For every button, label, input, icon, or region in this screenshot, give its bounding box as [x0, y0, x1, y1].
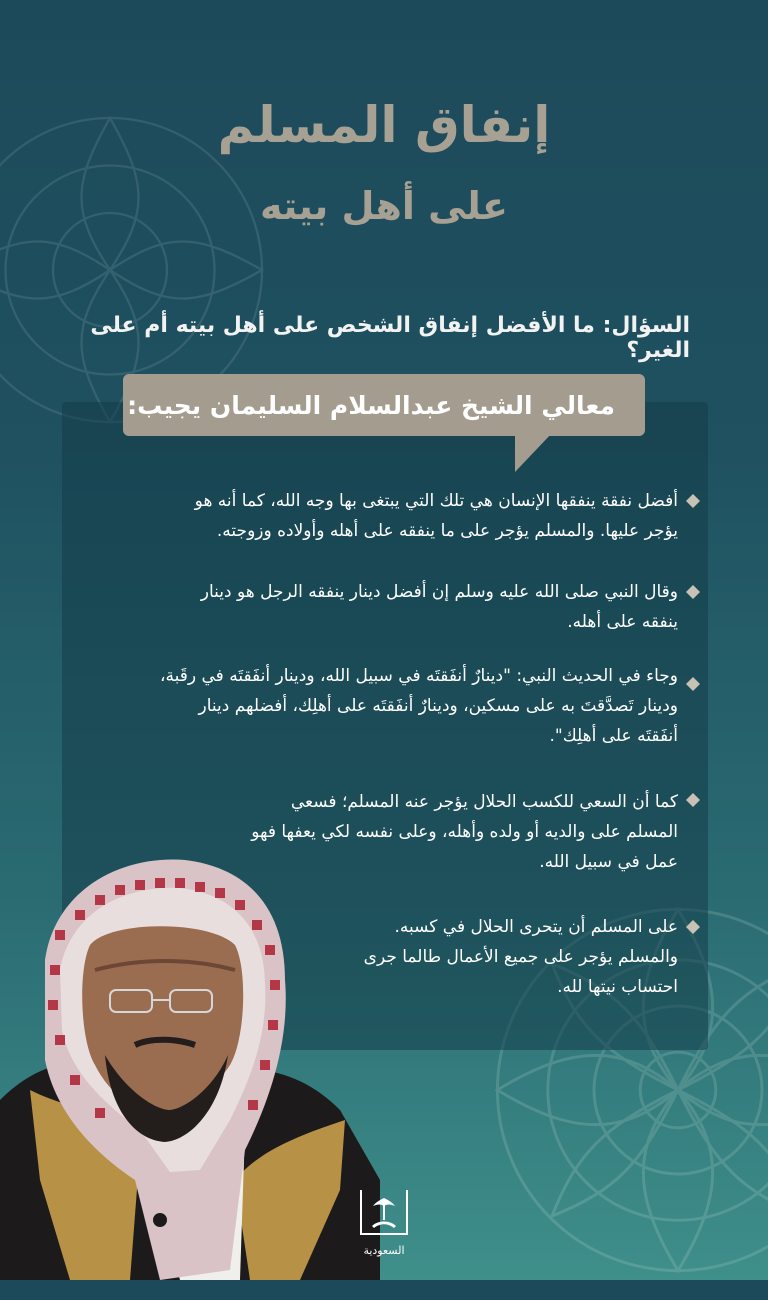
bullet-5-line-2: والمسلم يؤجر على جميع الأعمال طالما جرى — [363, 947, 678, 967]
sheikh-portrait — [0, 850, 380, 1280]
bullet-2-line-2: ينفقه على أهله. — [567, 612, 678, 632]
bullet-1-line-1: أفضل نفقة ينفقها الإنسان هي تلك التي يبتغى بها وجه الله، كما أنه هو — [194, 491, 678, 511]
diamond-bullet-icon — [686, 793, 700, 807]
bullet-1-line-2: يؤجر عليها. والمسلم يؤجر على ما ينفقه على أهله وأولاده وزوجته. — [216, 521, 678, 541]
diamond-bullet-icon — [686, 677, 700, 691]
diamond-bullet-icon — [686, 494, 700, 508]
question-text: السؤال: ما الأفضل إنفاق الشخص على أهل بيته أم على الغير؟ — [90, 313, 690, 363]
bullet-3-line-3: أنفَقتَه على أهلِك". — [549, 726, 678, 746]
answerer-banner — [123, 374, 645, 436]
bullet-5-line-3: احتساب نيتها لله. — [557, 977, 678, 997]
answerer-label: معالي الشيخ عبدالسلام السليمان يجيب: — [127, 390, 615, 420]
bullet-2 — [130, 577, 678, 637]
bullet-5-line-1: على المسلم أن يتحرى الحلال في كسبه. — [394, 917, 678, 937]
bullet-3-line-1: وجاء في الحديث النبي: "دينارٌ أنفَقتَه في سبيل الله، ودينار أنفَقتَه في رقَبة، — [160, 666, 678, 686]
page-title: إنفاق المسلم — [217, 96, 551, 154]
bullet-2-line-1: وقال النبي صلى الله عليه وسلم إن أفضل دينار ينفقه الرجل هو دينار — [200, 582, 678, 602]
diamond-bullet-icon — [686, 585, 700, 599]
bullet-4-line-2: المسلم على والديه أو ولده وأهله، وعلى نفسه لكي يعفها فهو — [251, 822, 678, 842]
page-subtitle: على أهل بيته — [259, 184, 508, 228]
bullet-3 — [120, 661, 678, 751]
logo-text: السعودية — [363, 1244, 405, 1257]
bullet-4-line-1: كما أن السعي للكسب الحلال يؤجر عنه المسلم؛ فسعي — [290, 792, 678, 812]
speech-tail — [515, 432, 553, 472]
bullet-4-line-3: عمل في سبيل الله. — [539, 852, 678, 872]
bullet-3-line-2: ودينار تَصدَّقتَ به على مسكين، ودينارٌ أنفَقتَه على أهلِك، أفضلهم دينار — [198, 696, 678, 716]
bullet-1 — [120, 486, 678, 546]
diamond-bullet-icon — [686, 920, 700, 934]
